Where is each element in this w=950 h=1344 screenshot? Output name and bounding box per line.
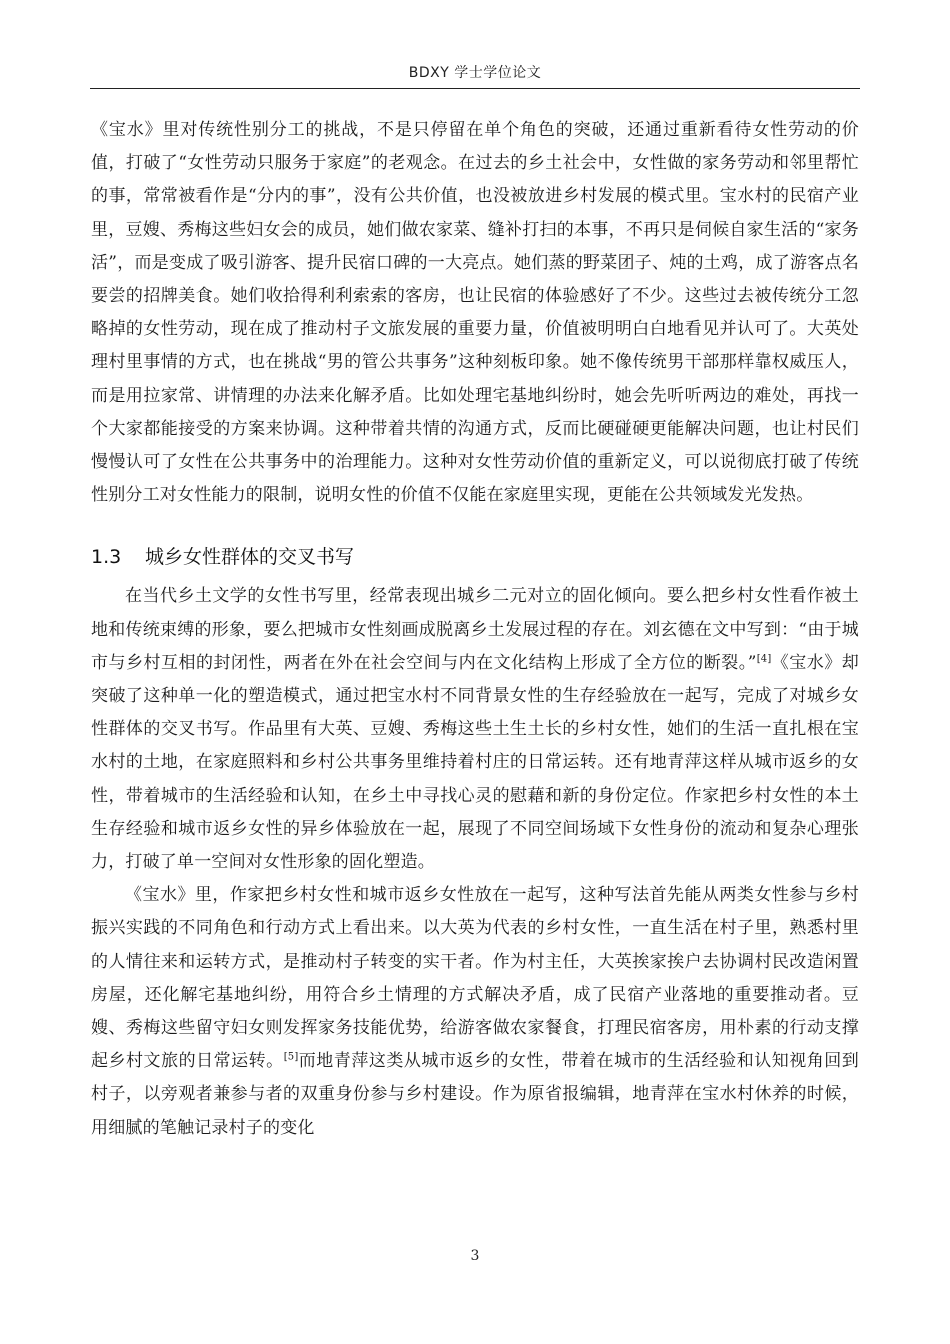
section-title: 城乡女性群体的交叉书写 — [145, 546, 355, 569]
section-heading — [91, 544, 859, 570]
body-text — [91, 114, 859, 1145]
citation-4: [4] — [756, 653, 772, 665]
paragraph-2-text-a: 在当代乡土文学的女性书写里，经常表现出城乡二元对立的固化倾向。要么把乡村女性看作被土地和传统束缚的形象，要么把城市女性刻画成脱离乡土发展过程的存在。刘玄德在文中写到：“由于城市与乡村互相的封闭性，两者在外在社会空间与内在文化结构上形成了全方位的断裂。” — [91, 586, 859, 673]
paragraph-2 — [91, 580, 859, 879]
paragraph-3 — [91, 879, 859, 1145]
header-rule — [90, 88, 860, 89]
citation-5: [5] — [283, 1051, 299, 1063]
paragraph-3-text-b: 而地青萍这类从城市返乡的女性，带着在城市的生活经验和认知视角回到村子，以旁观者兼参与者的双重身份参与乡村建设。作为原省报编辑，地青萍在宝水村休养的时候，用细腻的笔触记录村子的变化 — [91, 1051, 859, 1138]
paragraph-2-text-b: 《宝水》却突破了这种单一化的塑造模式，通过把宝水村不同背景女性的生存经验放在一起写，完成了对城乡女性群体的交叉书写。作品里有大英、豆嫂、秀梅这些土生土长的乡村女性，她们的生活一直扎根在宝水村的土地，在家庭照料和乡村公共事务里维持着村庄的日常运转。还有地青萍这样从城市返乡的女性，带着城市的生活经验和认知，在乡土中寻找心灵的慰藉和新的身份定位。作家把乡村女性的本土生存经验和城市返乡女性的异乡体验放在一起，展现了不同空间场域下女性身份的流动和复杂心理张力，打破了单一空间对女性形象的固化塑造。 — [91, 652, 859, 873]
paragraph-3-text-a: 《宝水》里，作家把乡村女性和城市返乡女性放在一起写，这种写法首先能从两类女性参与乡村振兴实践的不同角色和行动方式上看出来。以大英为代表的乡村女性，一直生活在村子里，熟悉村里的人情往来和运转方式，是推动村子转变的实干者。作为村主任，大英挨家挨户去协调村民改造闲置房屋，还化解宅基地纠纷，用符合乡土情理的方式解决矛盾，成了民宿产业落地的重要推动者。豆嫂、秀梅这些留守妇女则发挥家务技能优势，给游客做农家餐食，打理民宿客房，用朴素的行动支撑起乡村文旅的日常运转。 — [91, 885, 859, 1072]
section-number: 1.3 — [91, 546, 122, 569]
paragraph-1: 《宝水》里对传统性别分工的挑战，不是只停留在单个角色的突破，还通过重新看待女性劳动的价值，打破了“女性劳动只服务于家庭”的老观念。在过去的乡土社会中，女性做的家务劳动和邻里帮忙的事，常常被看作是“分内的事”，没有公共价值，也没被放进乡村发展的模式里。宝水村的民宿产业里，豆嫂、秀梅这些妇女会的成员，她们做农家菜、缝补打扫的本事，不再只是伺候自家生活的“家务活”，而是变成了吸引游客、提升民宿口碑的一大亮点。她们蒸的野菜团子、炖的土鸡，成了游客点名要尝的招牌美食。她们收拾得利利索索的客房，也让民宿的体验感好了不少。这些过去被传统分工忽略掉的女性劳动，现在成了推动村子文旅发展的重要力量，价值被明明白白地看见并认可了。大英处理村里事情的方式，也在挑战“男的管公共事务”这种刻板印象。她不像传统男干部那样靠权威压人，而是用拉家常、讲情理的办法来化解矛盾。比如处理宅基地纠纷时，她会先听听两边的难处，再找一个大家都能接受的方案来协调。这种带着共情的沟通方式，反而比硬碰硬更能解决问题，也让村民们慢慢认可了女性在公共事务中的治理能力。这种对女性劳动价值的重新定义，可以说彻底打破了传统性别分工对女性能力的限制，说明女性的价值不仅能在家庭里实现，更能在公共领域发光发热。 — [91, 120, 859, 506]
running-header: BDXY 学士学位论文 — [408, 65, 542, 81]
page-number: 3 — [470, 1248, 480, 1264]
